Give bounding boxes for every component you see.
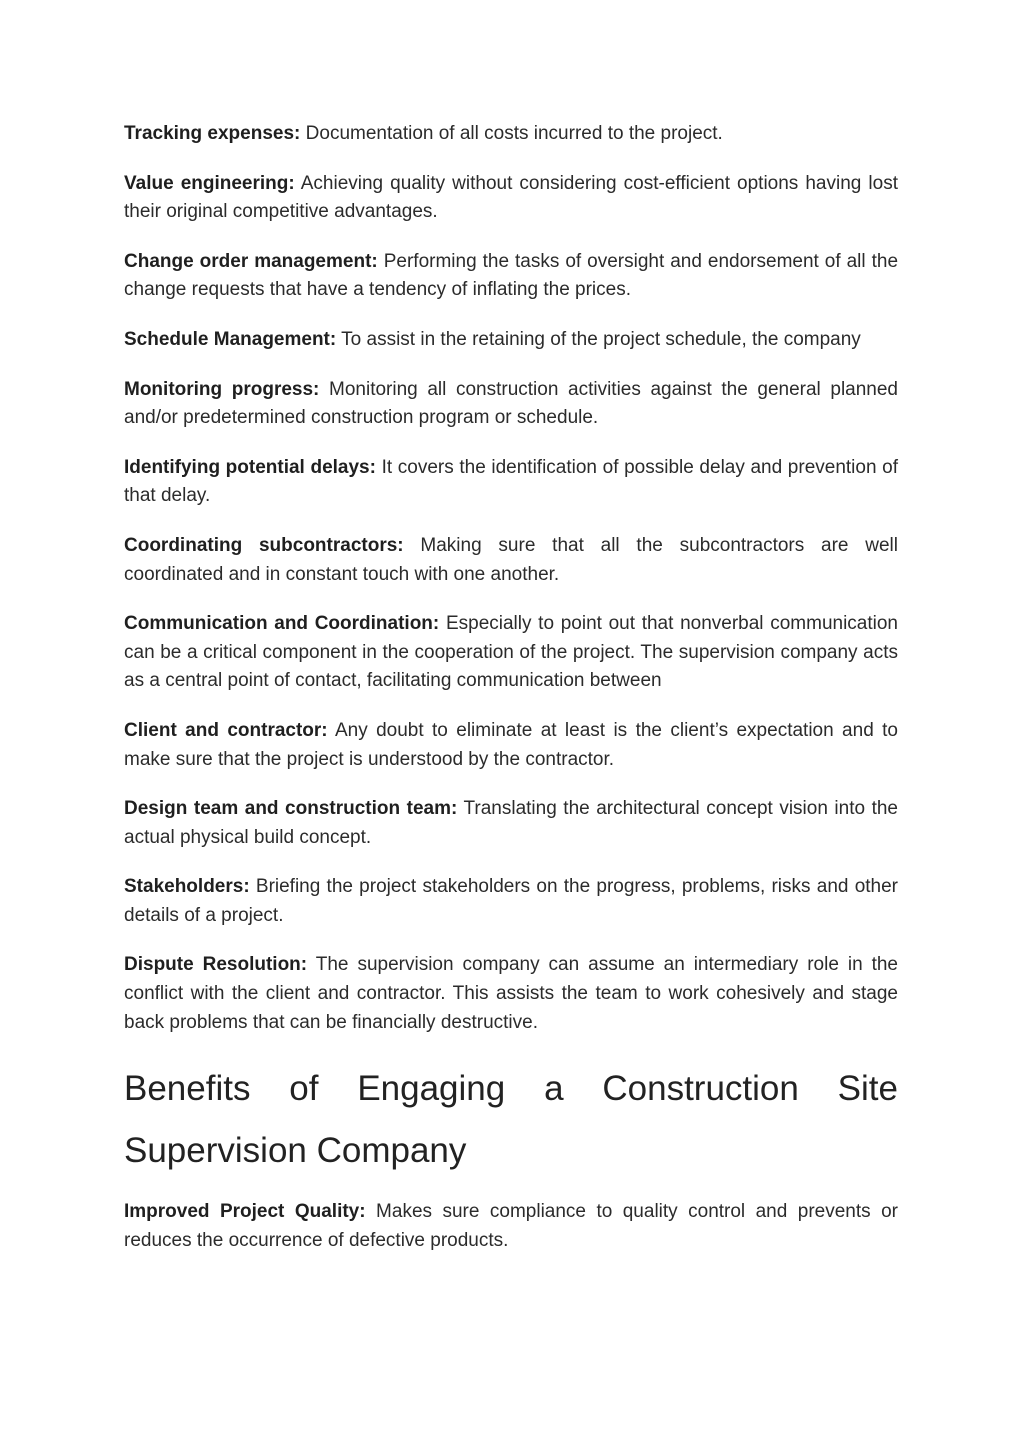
paragraph-communication-coordination [124,610,898,696]
term-label: Coordinating subcontractors: [124,534,404,556]
paragraph-client-contractor [124,717,898,774]
term-label: Schedule Management: [124,328,337,350]
term-label: Dispute Resolution: [124,954,308,976]
term-description: Monitoring all construction activities against the general planned and/or predetermined construction program or schedule. [124,378,899,429]
term-description: Translating the architectural concept vision into the actual physical build concept. [124,798,898,848]
paragraph-monitoring-progress [124,376,898,433]
term-description: To assist in the retaining of the project schedule, the company [341,328,861,350]
term-description: Any doubt to eliminate at least is the client’s expectation and to make sure that the project is understood by the contractor. [124,719,898,770]
term-description: Making sure that all the subcontractors are well coordinated and in constant touch with one another. [124,534,898,585]
term-label: Tracking expenses: [124,123,301,144]
paragraph-tracking-expenses [124,120,898,149]
paragraph-change-order-management [124,248,898,305]
term-label: Identifying potential delays: [124,456,376,478]
paragraph-stakeholders [124,873,898,930]
term-label: Value engineering: [124,172,295,194]
term-label: Stakeholders: [124,876,250,898]
term-label: Communication and Coordination: [124,613,440,635]
term-description: Performing the tasks of oversight and endorsement of all the change requests that have a tendency of inflating the prices. [124,250,899,301]
paragraph-design-construction-team [124,795,898,852]
document-page [124,120,898,1276]
term-description: Briefing the project stakeholders on the progress, problems, risks and other details of a project. [124,876,898,926]
term-description: It covers the identification of possible delay and prevention of that delay. [124,456,898,507]
paragraph-schedule-management [124,326,898,355]
paragraph-identifying-delays [124,454,898,511]
paragraph-value-engineering [124,170,898,227]
paragraph-dispute-resolution [124,951,898,1037]
term-label: Improved Project Quality: [124,1201,366,1223]
paragraph-coordinating-subcontractors [124,532,898,589]
term-description: Makes sure compliance to quality control and prevents or reduces the occurrence of defective products. [124,1201,898,1251]
term-description: The supervision company can assume an intermediary role in the conflict with the client and contractor. This assists the team to work cohesively and stage back problems that can be financially destructive. [124,954,898,1033]
term-description: Achieving quality without considering cost-efficient options having lost their original competitive advantages. [124,172,898,223]
term-label: Client and contractor: [124,719,328,741]
term-label: Change order management: [124,250,378,272]
paragraph-improved-project-quality [124,1198,898,1255]
term-description: Especially to point out that nonverbal communication can be a critical component in the cooperation of the project. The supervision company acts as a central point of contact, facilitating communication between [124,613,898,692]
term-description: Documentation of all costs incurred to the project. [305,123,723,144]
section-heading: Benefits of Engaging a Construction Site Supervision Company [124,1069,898,1171]
term-label: Monitoring progress: [124,378,320,400]
term-label: Design team and construction team: [124,798,458,820]
